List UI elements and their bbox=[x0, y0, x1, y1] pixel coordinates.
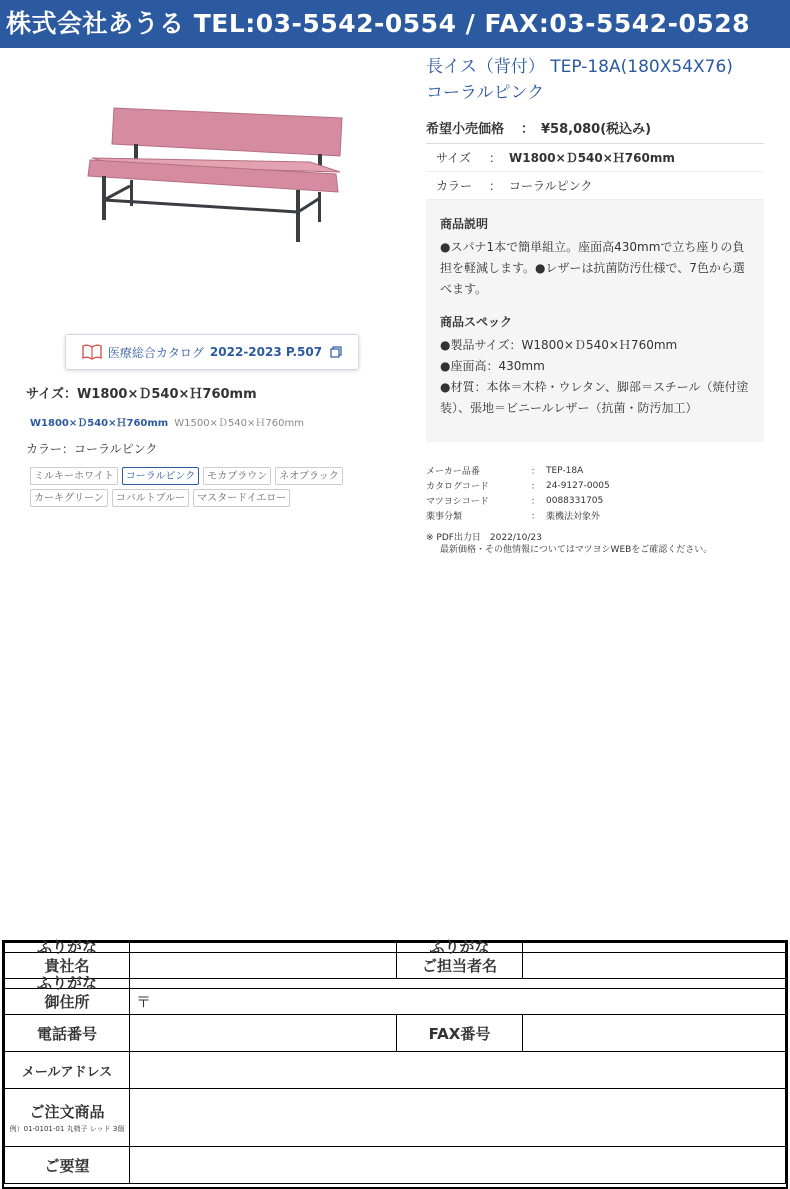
note-line-1: ※ PDF出力日 2022/10/23 bbox=[426, 533, 542, 543]
company-label: 貴社名 bbox=[5, 953, 130, 979]
zip-mark: 〒 bbox=[136, 993, 152, 1011]
size-options bbox=[30, 414, 304, 429]
meta-value: 24-9127-0005 bbox=[546, 480, 610, 491]
color-chip[interactable]: マスタードイエロー bbox=[193, 489, 290, 507]
color-chip[interactable]: コバルトブルー bbox=[112, 489, 189, 507]
order-item-cell bbox=[5, 1089, 130, 1147]
price-label: 希望小売価格 bbox=[426, 122, 505, 137]
spec-separator: ： bbox=[488, 151, 501, 165]
color-options bbox=[30, 467, 350, 507]
bench-leg-4 bbox=[318, 192, 321, 222]
furigana-label: ふりがな bbox=[5, 979, 130, 989]
spec-separator: ： bbox=[488, 179, 501, 193]
header-bar bbox=[0, 0, 790, 48]
spec-line: ●座面高：430mm bbox=[440, 359, 545, 373]
product-image bbox=[80, 100, 350, 250]
company-input[interactable] bbox=[130, 953, 397, 979]
meta-separator: ： bbox=[531, 497, 541, 507]
request-label: ご要望 bbox=[5, 1147, 130, 1184]
price-value: ¥58,080(税込み) bbox=[541, 122, 652, 137]
email-label: メールアドレス bbox=[5, 1052, 130, 1089]
spec-label: サイズ bbox=[436, 151, 472, 165]
email-input[interactable] bbox=[130, 1052, 786, 1089]
color-chip[interactable]: モカブラウン bbox=[203, 467, 271, 485]
size-option-active[interactable]: W1800×Ｄ540×Ｈ760mm bbox=[30, 418, 169, 429]
color-chip[interactable]: ミルキーホワイト bbox=[30, 467, 118, 485]
meta-row bbox=[426, 463, 766, 478]
meta-separator: ： bbox=[531, 512, 541, 522]
product-title bbox=[426, 54, 786, 106]
spec-table bbox=[426, 143, 764, 200]
meta-separator: ： bbox=[531, 467, 541, 477]
description-text: ●スパナ1本で簡単組立。座面高430mmで立ち座りの負担を軽減します。●レザーは抗菌防汚仕様で、7色から選べます。 bbox=[440, 240, 745, 296]
bench-leg-3 bbox=[296, 190, 300, 242]
meta-label: マツヨシコード bbox=[426, 497, 489, 507]
meta-row bbox=[426, 493, 766, 508]
order-item-label: ご注文商品 bbox=[29, 1103, 105, 1121]
spec-heading: 商品スペック bbox=[440, 315, 513, 329]
furigana-input[interactable] bbox=[523, 943, 786, 953]
catalog-edition: 2022-2023 P.507 bbox=[209, 345, 323, 359]
meta-separator: ： bbox=[531, 482, 541, 492]
meta-label: 薬事分類 bbox=[426, 512, 463, 522]
furigana-input[interactable] bbox=[130, 979, 786, 989]
meta-table bbox=[426, 463, 766, 523]
spec-label: カラー bbox=[436, 179, 473, 193]
color-chip[interactable]: ネオブラック bbox=[275, 467, 343, 485]
pdf-note bbox=[426, 532, 786, 556]
bench-backrest bbox=[112, 108, 342, 156]
request-input[interactable] bbox=[130, 1147, 786, 1184]
copy-icon bbox=[330, 346, 342, 358]
contact-person-input[interactable] bbox=[523, 953, 786, 979]
size-label: サイズ：W1800×Ｄ540×Ｈ760mm bbox=[26, 387, 257, 402]
bench-stretcher-2 bbox=[104, 186, 130, 200]
open-book-icon bbox=[82, 344, 102, 360]
fax-input[interactable] bbox=[523, 1015, 786, 1052]
spec-row-color bbox=[426, 172, 764, 200]
spec-line: ●製品サイズ：W1800×Ｄ540×Ｈ760mm bbox=[440, 338, 678, 352]
product-title-line1: 長イス（背付） TEP-18A(180X54X76) bbox=[426, 57, 733, 77]
spec-row-size bbox=[426, 144, 764, 172]
color-chip-active[interactable]: コーラルピンク bbox=[122, 467, 200, 485]
meta-value: 薬機法対象外 bbox=[546, 512, 601, 522]
order-item-input[interactable] bbox=[130, 1089, 786, 1147]
meta-label: メーカー品番 bbox=[426, 467, 480, 477]
furigana-input[interactable] bbox=[130, 943, 397, 953]
size-option[interactable]: W1500×Ｄ540×Ｈ760mm bbox=[174, 418, 304, 429]
price-row bbox=[426, 118, 766, 140]
furigana-label: ふりがな bbox=[397, 943, 523, 953]
furigana-label: ふりがな bbox=[5, 943, 130, 953]
catalog-label: 医療総合カタログ bbox=[107, 345, 204, 360]
color-label: カラー：コーラルピンク bbox=[26, 442, 158, 456]
fax-label: FAX番号 bbox=[397, 1015, 523, 1052]
note-line-2: 最新価格・その他情報についてはマツヨシWEBをご確認ください。 bbox=[440, 545, 713, 555]
meta-label: カタログコード bbox=[426, 482, 489, 492]
address-input[interactable] bbox=[130, 989, 786, 1015]
price-separator: ： bbox=[521, 122, 535, 137]
meta-row bbox=[426, 478, 766, 493]
bench-stretcher-3 bbox=[298, 198, 320, 212]
phone-label: 電話番号 bbox=[5, 1015, 130, 1052]
catalog-button[interactable] bbox=[65, 334, 359, 370]
address-label: 御住所 bbox=[5, 989, 130, 1015]
description-box bbox=[426, 200, 764, 442]
order-example: 例）01-0101-01 丸椅子 レッド 3個 bbox=[9, 1125, 125, 1133]
spec-value: W1800×Ｄ540×Ｈ760mm bbox=[509, 151, 675, 165]
description-heading: 商品説明 bbox=[440, 217, 489, 231]
meta-value: 0088331705 bbox=[546, 495, 604, 506]
phone-input[interactable] bbox=[130, 1015, 397, 1052]
contact-person-label: ご担当者名 bbox=[397, 953, 523, 979]
order-form bbox=[2, 940, 788, 1189]
order-form-table bbox=[4, 938, 786, 1184]
color-chip[interactable]: カーキグリーン bbox=[30, 489, 108, 507]
meta-value: TEP-18A bbox=[546, 465, 584, 476]
bench-stretcher-1 bbox=[104, 200, 298, 212]
meta-row bbox=[426, 508, 766, 523]
spec-line: ●材質：本体＝木枠・ウレタン、脚部＝スチール（焼付塗装）、張地＝ビニールレザー（抗菌・防汚加工） bbox=[440, 380, 749, 415]
header-text: 株式会社あうる TEL:03-5542-0554 / FAX:03-5542-0528 bbox=[6, 9, 751, 38]
product-title-line2: コーラルピンク bbox=[426, 83, 545, 103]
spec-value: コーラルピンク bbox=[509, 179, 593, 193]
